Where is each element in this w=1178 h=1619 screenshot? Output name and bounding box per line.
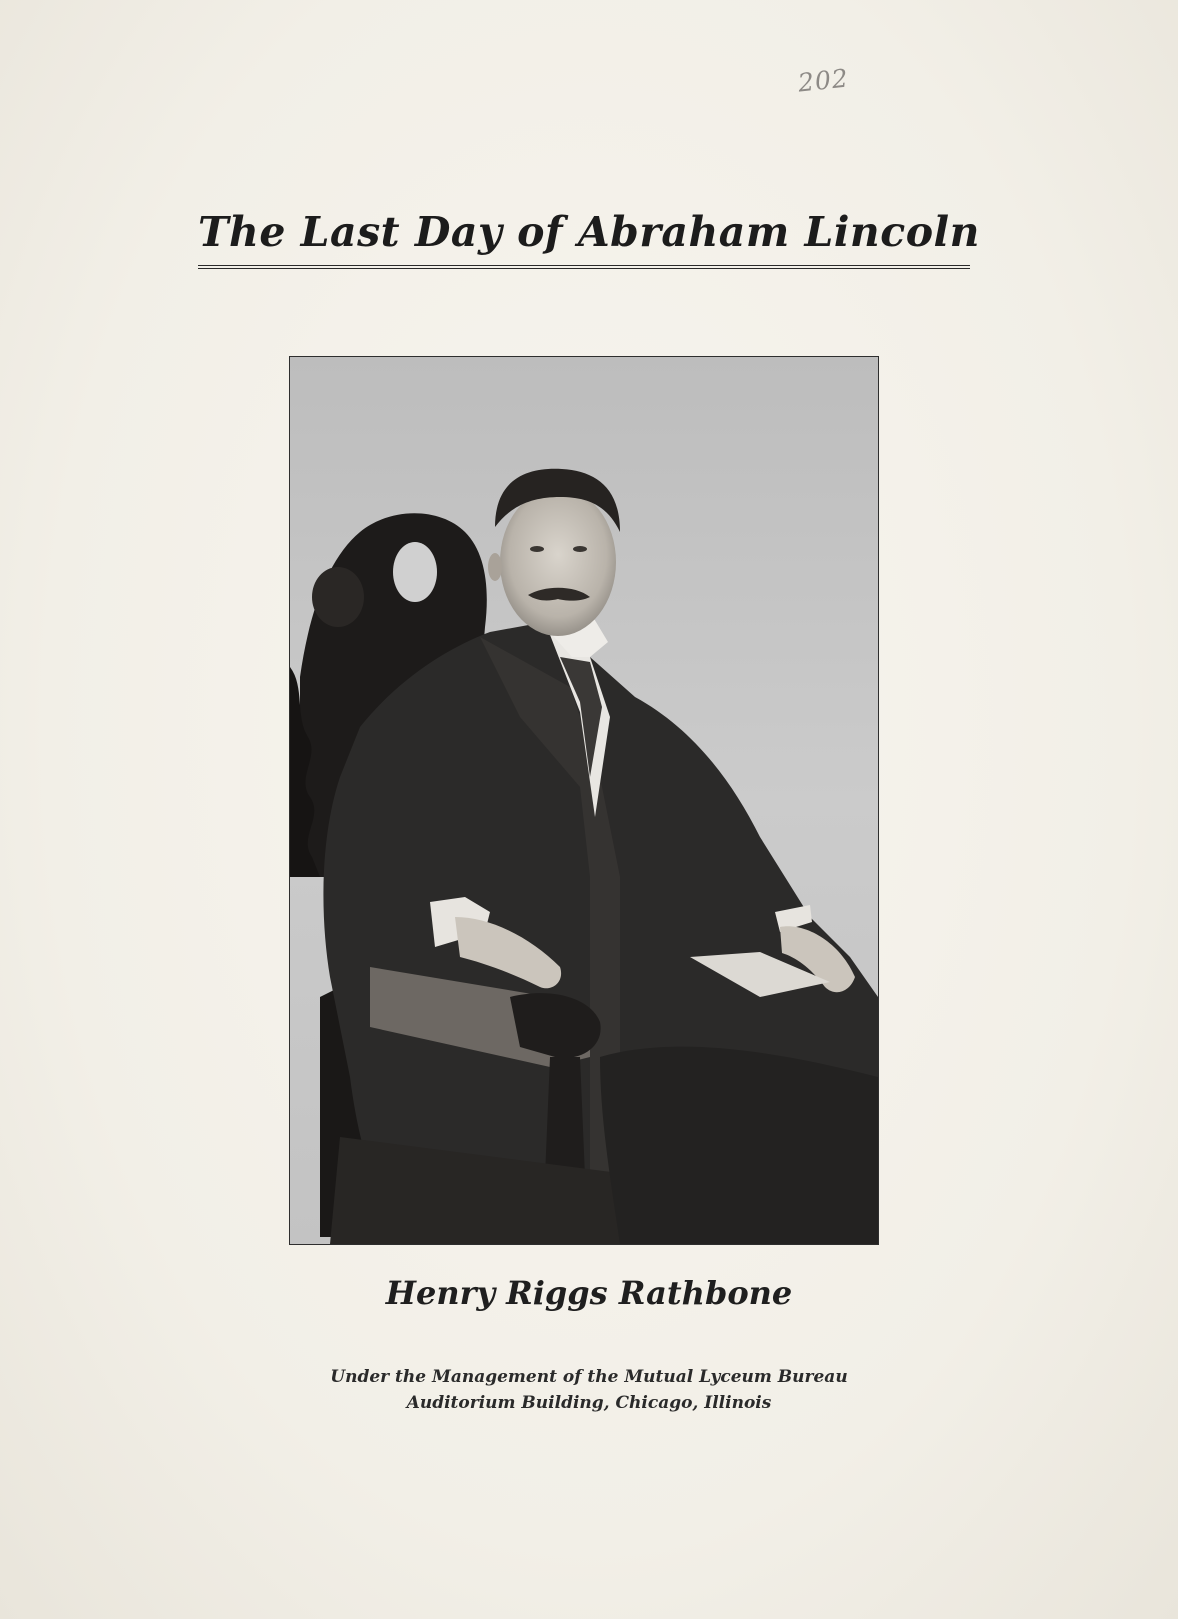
document-title: The Last Day of Abraham Lincoln — [198, 208, 980, 256]
management-credit — [200, 1364, 978, 1416]
trousers — [600, 1047, 878, 1244]
portrait-illustration — [290, 357, 878, 1244]
title-double-rule — [198, 265, 970, 269]
portrait-caption-name: Henry Riggs Rathbone — [385, 1274, 793, 1312]
portrait-photograph — [289, 356, 879, 1245]
title-block — [198, 208, 980, 256]
handwritten-page-number: 202 — [796, 63, 851, 98]
management-line-2: Auditorium Building, Chicago, Illinois — [406, 1393, 772, 1413]
management-line-1: Under the Management of the Mutual Lyceum Bureau — [330, 1367, 848, 1387]
